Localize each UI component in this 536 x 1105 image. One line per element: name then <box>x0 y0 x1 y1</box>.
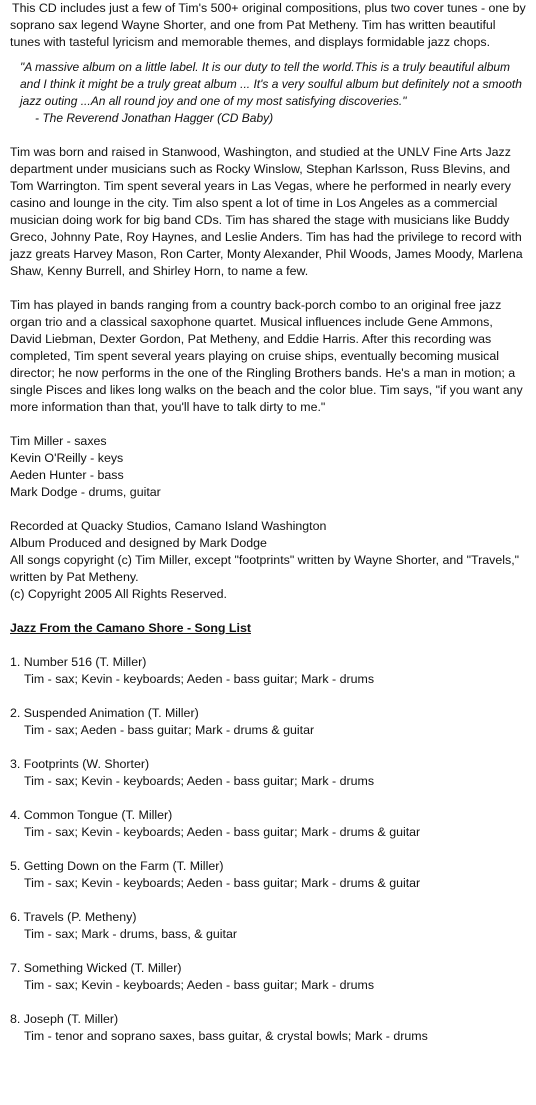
personnel-item: Aeden Hunter - bass <box>10 468 124 482</box>
song-title: 8. Joseph (T. Miller) <box>10 1012 119 1026</box>
list-item <box>10 1011 526 1045</box>
song-detail: Tim - sax; Kevin - keyboards; Aeden - bass guitar; Mark - drums <box>24 774 375 788</box>
song-detail: Tim - sax; Kevin - keyboards; Aeden - bass guitar; Mark - drums & guitar <box>24 876 421 890</box>
spacer <box>10 603 526 620</box>
song-detail: Tim - sax; Aeden - bass guitar; Mark - drums & guitar <box>24 723 315 737</box>
song-detail: Tim - sax; Mark - drums, bass, & guitar <box>24 927 237 941</box>
credit-line: (c) Copyright 2005 All Rights Reserved. <box>10 587 227 601</box>
spacer <box>10 637 526 654</box>
song-title: 2. Suspended Animation (T. Miller) <box>10 706 199 720</box>
quote-attribution: - The Reverend Jonathan Hagger (CD Baby) <box>35 111 274 125</box>
credits-block <box>10 518 526 603</box>
spacer <box>10 127 526 144</box>
spacer <box>10 739 526 756</box>
intro-paragraph: This CD includes just a few of Tim's 500+ original compositions, plus two cover tunes - one by soprano sax legend Wayne Shorter, and one from Pat Metheny. Tim has written beautiful tunes with tasteful lyricism and memorable themes, and displays formidable jazz chops. <box>10 1 526 49</box>
list-item <box>10 858 526 892</box>
song-list <box>10 654 526 1045</box>
spacer <box>10 280 526 297</box>
list-item <box>10 756 526 790</box>
bio-paragraph-2: Tim has played in bands ranging from a country back-porch combo to an original free jazz organ trio and a classical saxophone quartet. Musical influences include Gene Ammons, David Liebman, Dexter Gordon, Pat Metheny, and Eddie Harris. After this recording was completed, Tim spent several years playing on cruise ships, eventually becoming musical director; he now performs in the one of the Ringling Brothers bands. He's a man in motion; a single Pisces and likes long walks on the beach and the color blue. Tim says, "if you want any more information than that, you'll have to talk dirty to me." <box>10 298 523 414</box>
bio-paragraph-1: Tim was born and raised in Stanwood, Washington, and studied at the UNLV Fine Arts Jazz department under musicians such as Rocky Winslow, Stephan Karlsson, Russ Blevins, and Tom Warrington. Tim spent several years in Las Vegas, where he performed in nearly every casino and lounge in the city. Tim also spent a lot of time in Los Angeles as a commercial musician doing work for big band CDs. Tim has shared the stage with musicians like Buddy Greco, Johnny Pate, Roy Haynes, and Leslie Anders. Tim has had the privilege to record with jazz greats Harvey Mason, Ron Carter, Monty Alexander, Phil Woods, James Moody, Marlena Shaw, Kenny Burrell, and Shirley Horn, to name a few. <box>10 145 523 278</box>
spacer <box>10 892 526 909</box>
credit-line: Album Produced and designed by Mark Dodge <box>10 536 267 550</box>
credit-line: All songs copyright (c) Tim Miller, except "footprints" written by Wayne Shorter, and "Travels," written by Pat Metheny. <box>10 553 520 584</box>
song-detail: Tim - sax; Kevin - keyboards; Aeden - bass guitar; Mark - drums <box>24 672 375 686</box>
spacer <box>10 688 526 705</box>
song-title: 5. Getting Down on the Farm (T. Miller) <box>10 859 224 873</box>
song-detail: Tim - sax; Kevin - keyboards; Aeden - bass guitar; Mark - drums & guitar <box>24 825 421 839</box>
list-item <box>10 705 526 739</box>
personnel-item: Kevin O'Reilly - keys <box>10 451 124 465</box>
song-title: 6. Travels (P. Metheny) <box>10 910 137 924</box>
list-item <box>10 960 526 994</box>
personnel-item: Tim Miller - saxes <box>10 434 107 448</box>
song-detail: Tim - sax; Kevin - keyboards; Aeden - bass guitar; Mark - drums <box>24 978 375 992</box>
song-title: 3. Footprints (W. Shorter) <box>10 757 150 771</box>
spacer <box>10 943 526 960</box>
spacer <box>10 790 526 807</box>
review-quote <box>10 59 526 127</box>
list-item <box>10 807 526 841</box>
spacer <box>10 501 526 518</box>
personnel-list <box>10 433 526 501</box>
song-title: 1. Number 516 (T. Miller) <box>10 655 147 669</box>
spacer <box>10 416 526 433</box>
credit-line: Recorded at Quacky Studios, Camano Island Washington <box>10 519 327 533</box>
song-list-title: Jazz From the Camano Shore - Song List <box>10 621 251 635</box>
song-detail: Tim - tenor and soprano saxes, bass guitar, & crystal bowls; Mark - drums <box>24 1029 428 1043</box>
list-item <box>10 654 526 688</box>
list-item <box>10 909 526 943</box>
song-title: 4. Common Tongue (T. Miller) <box>10 808 173 822</box>
personnel-item: Mark Dodge - drums, guitar <box>10 485 161 499</box>
song-title: 7. Something Wicked (T. Miller) <box>10 961 182 975</box>
spacer <box>10 841 526 858</box>
spacer <box>10 994 526 1011</box>
quote-text: "A massive album on a little label. It is our duty to tell the world.This is a truly beautiful album and I think it might be a truly great album ... It's a very soulful album but definitely not a smooth jazz outing ...An all round joy and one of my most satisfying discoveries." <box>20 60 522 108</box>
